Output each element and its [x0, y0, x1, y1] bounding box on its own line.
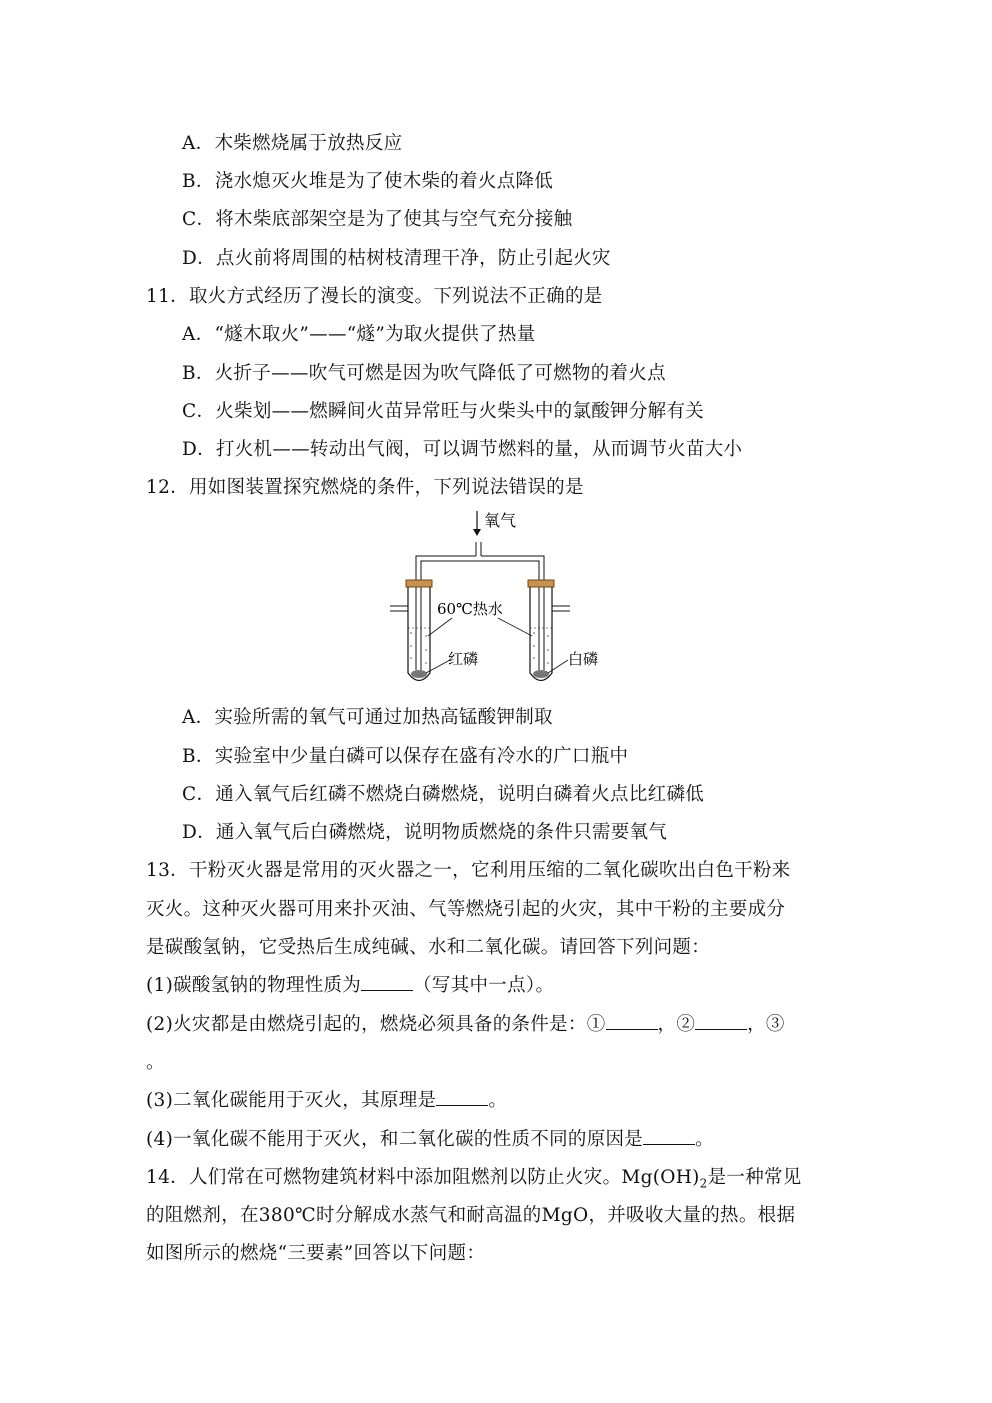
q14-subscript: 2 [699, 1176, 708, 1191]
q13-part-4-suffix: 。 [695, 1129, 714, 1150]
q12-stem: 12．用如图装置探究燃烧的条件，下列说法错误的是 [146, 477, 584, 498]
answer-blank[interactable] [643, 1128, 695, 1145]
q13-part-2-end: 。 [146, 1052, 165, 1073]
q11-stem: 11．取火方式经历了漫长的演变。下列说法不正确的是 [146, 286, 603, 307]
red-phosphorus-label: 红磷 [448, 650, 479, 668]
white-phosphorus-label: 白磷 [568, 650, 599, 668]
q13-part-2-sep-1: ，② [657, 1014, 696, 1035]
q10-option-c: C．将木柴底部架空是为了使其与空气充分接触 [182, 209, 573, 230]
q14-line-1-suffix: 是一种常见 [707, 1167, 802, 1188]
hot-water-label: 60℃热水 [437, 600, 503, 618]
q11-option-b: B．火折子——吹气可燃是因为吹气降低了可燃物的着火点 [182, 363, 666, 384]
answer-blank[interactable] [606, 1013, 658, 1030]
q11-option-c: C．火柴划——燃瞬间火苗异常旺与火柴头中的氯酸钾分解有关 [182, 401, 705, 422]
q13-stem-line-1: 13．干粉灭火器是常用的灭火器之一，它利用压缩的二氧化碳吹出白色干粉来 [146, 860, 791, 881]
q14-line-1-text: 14．人们常在可燃物建筑材料中添加阻燃剂以防止火灾。Mg(OH) [146, 1167, 700, 1188]
q12-option-a: A．实验所需的氧气可通过加热高锰酸钾制取 [182, 707, 553, 728]
q13-part-1-text: (1)碳酸氢钠的物理性质为 [146, 975, 362, 996]
q13-part-2 [146, 1013, 785, 1037]
oxygen-label: 氧气 [484, 511, 517, 530]
q13-part-4-text: (4)一氧化碳不能用于灭火，和二氧化碳的性质不同的原因是 [146, 1129, 644, 1150]
q13-part-4 [146, 1128, 714, 1152]
q13-part-3-suffix: 。 [488, 1090, 508, 1111]
q13-part-3-text: (3)二氧化碳能用于灭火，其原理是 [146, 1090, 437, 1111]
q11-option-a: A．“燧木取火”——“燧”为取火提供了热量 [182, 324, 536, 345]
answer-blank[interactable] [695, 1013, 747, 1030]
q13-part-3 [146, 1089, 507, 1113]
q14-stem-line-2: 的阻燃剂，在380℃时分解成水蒸气和耐高温的MgO，并吸收大量的热。根据 [146, 1205, 796, 1226]
q13-part-2-text: (2)火灾都是由燃烧引起的，燃烧必须具备的条件是：① [146, 1014, 606, 1035]
q12-option-c: C．通入氧气后红磷不燃烧白磷燃烧，说明白磷着火点比红磷低 [182, 784, 705, 805]
q12-option-d: D．通入氧气后白磷燃烧，说明物质燃烧的条件只需要氧气 [182, 822, 668, 843]
q10-option-d: D．点火前将周围的枯树枝清理干净，防止引起火灾 [182, 248, 611, 269]
answer-blank[interactable] [436, 1089, 488, 1106]
q10-option-b: B．浇水熄灭火堆是为了使木柴的着火点降低 [182, 171, 554, 192]
q12-option-b: B．实验室中少量白磷可以保存在盛有冷水的广口瓶中 [182, 746, 629, 767]
q14-stem-line-1 [146, 1166, 802, 1196]
combustion-apparatus-figure [380, 508, 620, 693]
q13-stem-line-3: 是碳酸氢钠，它受热后生成纯碱、水和二氧化碳。请回答下列问题： [146, 937, 711, 958]
q10-option-a: A．木柴燃烧属于放热反应 [182, 133, 403, 154]
q11-option-d: D．打火机——转动出气阀，可以调节燃料的量，从而调节火苗大小 [182, 439, 743, 460]
q13-part-1-suffix: （写其中一点）。 [413, 975, 555, 996]
q13-part-2-sep-2: ，③ [747, 1014, 785, 1035]
q13-part-1 [146, 974, 554, 998]
q13-stem-line-2: 灭火。这种灭火器可用来扑灭油、气等燃烧引起的火灾，其中干粉的主要成分 [146, 899, 786, 920]
answer-blank[interactable] [361, 974, 413, 991]
q14-stem-line-3: 如图所示的燃烧“三要素”回答以下问题： [146, 1243, 486, 1264]
